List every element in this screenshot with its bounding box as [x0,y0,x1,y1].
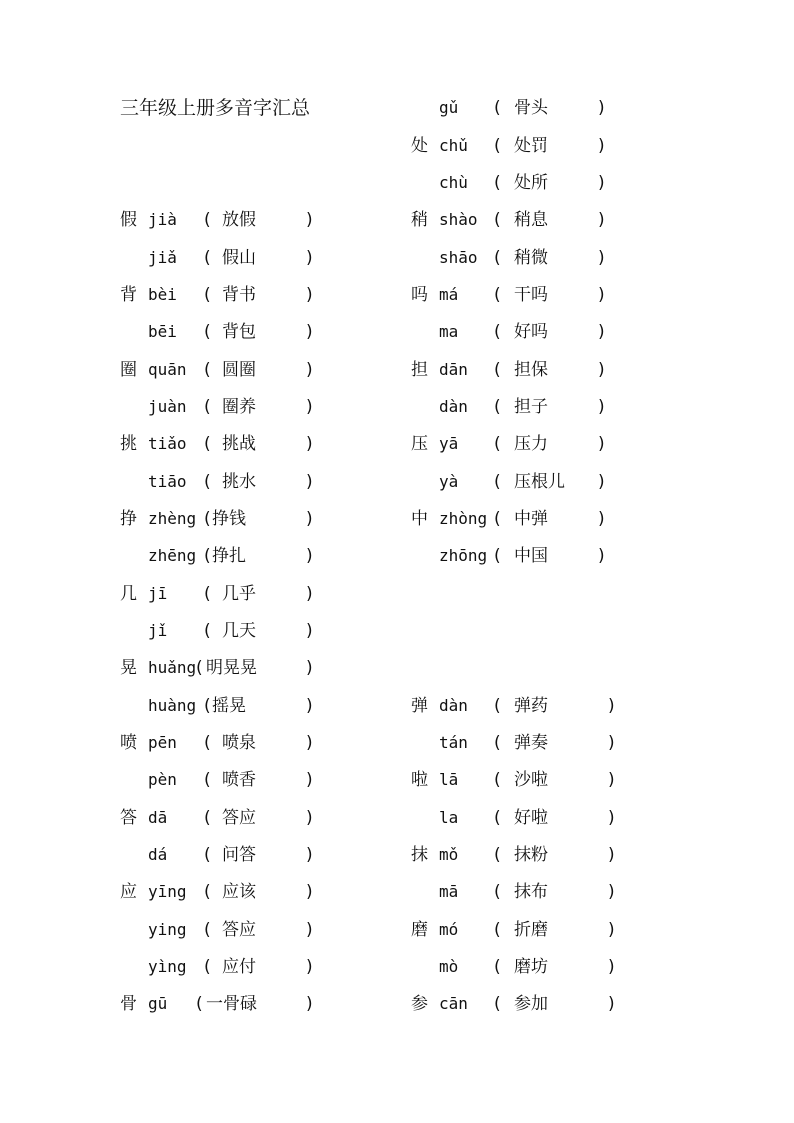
example-word: 挑战 [222,434,256,454]
example-word: 骨头 [514,98,548,118]
pinyin: jǐ [148,621,168,640]
pinyin: má [439,285,459,304]
pinyin: pēn [148,733,177,752]
example-word: 中弹 [514,509,548,529]
open-paren: ( [204,434,211,454]
hanzi: 磨 [411,920,428,940]
hanzi: 担 [411,360,428,380]
close-paren: ) [306,434,313,454]
close-paren: ) [306,546,313,566]
example-word: 一骨碌 [206,994,257,1014]
pinyin: huàng [148,696,197,715]
open-paren: ( [204,584,211,604]
pinyin: shāo [439,248,478,267]
open-paren: ( [204,733,211,753]
close-paren: ) [598,397,605,417]
hanzi: 背 [120,285,137,305]
open-paren: ( [494,285,501,305]
example-word: 中国 [514,546,548,566]
open-paren: ( [494,472,501,492]
pinyin: zhòng [439,509,488,528]
pinyin: tiǎo [148,434,187,453]
close-paren: ) [306,248,313,268]
close-paren: ) [608,920,615,940]
example-word: 抹布 [514,882,548,902]
hanzi: 应 [120,882,137,902]
example-word: 稍微 [514,248,548,268]
hanzi: 吗 [411,285,428,305]
open-paren: ( [204,845,211,865]
hanzi: 稍 [411,210,428,230]
example-word: 抹粉 [514,845,548,865]
hanzi: 晃 [120,658,137,678]
close-paren: ) [598,509,605,529]
pinyin: jiǎ [148,248,177,267]
open-paren: ( [204,322,211,342]
example-word: 折磨 [514,920,548,940]
open-paren: ( [494,173,501,193]
example-word: 几乎 [222,584,256,604]
close-paren: ) [306,994,313,1014]
pinyin: zhōng [439,546,488,565]
close-paren: ) [306,584,313,604]
open-paren: ( [494,733,501,753]
pinyin: ma [439,322,459,341]
close-paren: ) [608,770,615,790]
close-paren: ) [598,546,605,566]
close-paren: ) [306,920,313,940]
hanzi: 答 [120,808,137,828]
pinyin: huǎng [148,658,197,677]
close-paren: ) [598,98,605,118]
open-paren: ( [494,920,501,940]
hanzi: 挣 [120,509,137,529]
pinyin: mò [439,957,459,976]
pinyin: jià [148,210,177,229]
pinyin: mó [439,920,459,939]
open-paren: ( [204,285,211,305]
open-paren: ( [494,322,501,342]
close-paren: ) [306,397,313,417]
pinyin: cān [439,994,468,1013]
pinyin: juàn [148,397,187,416]
pinyin: shào [439,210,478,229]
open-paren: ( [494,434,501,454]
close-paren: ) [306,882,313,902]
open-paren: ( [204,808,211,828]
example-word: 好啦 [514,808,548,828]
example-word: 应该 [222,882,256,902]
pinyin: dàn [439,696,468,715]
example-word: 几天 [222,621,256,641]
close-paren: ) [608,994,615,1014]
close-paren: ) [598,434,605,454]
open-paren: ( [196,994,203,1014]
example-word: 沙啦 [514,770,548,790]
example-word: 喷泉 [222,733,256,753]
pinyin: lā [439,770,459,789]
open-paren: ( [494,98,501,118]
example-word: 担子 [514,397,548,417]
close-paren: ) [608,957,615,977]
open-paren: ( [494,248,501,268]
example-word: 问答 [222,845,256,865]
hanzi: 圈 [120,360,137,380]
pinyin: bèi [148,285,177,304]
pinyin: bēi [148,322,177,341]
example-word: 弹奏 [514,733,548,753]
open-paren: ( [204,248,211,268]
close-paren: ) [306,621,313,641]
open-paren: ( [494,696,501,716]
hanzi: 中 [411,509,428,529]
open-paren: ( [494,360,501,380]
open-paren: ( [494,808,501,828]
example-word: 应付 [222,957,256,977]
example-word: 好吗 [514,322,548,342]
hanzi: 处 [411,136,428,156]
example-word: 答应 [222,920,256,940]
close-paren: ) [306,360,313,380]
open-paren: ( [196,658,203,678]
open-paren: ( [204,696,211,716]
hanzi: 参 [411,994,428,1014]
example-word: 挣扎 [212,546,246,566]
open-paren: ( [494,994,501,1014]
close-paren: ) [306,733,313,753]
pinyin: zhèng [148,509,197,528]
pinyin: dā [148,808,168,827]
open-paren: ( [204,509,211,529]
close-paren: ) [306,957,313,977]
example-word: 担保 [514,360,548,380]
open-paren: ( [494,845,501,865]
open-paren: ( [204,920,211,940]
open-paren: ( [204,360,211,380]
example-word: 挑水 [222,472,256,492]
close-paren: ) [608,696,615,716]
open-paren: ( [204,957,211,977]
pinyin: yà [439,472,459,491]
example-word: 明晃晃 [206,658,257,678]
pinyin: dān [439,360,468,379]
pinyin: gǔ [439,98,459,117]
pinyin: tiāo [148,472,187,491]
pinyin: gū [148,994,168,1013]
hanzi: 骨 [120,994,137,1014]
pinyin: zhēng [148,546,197,565]
example-word: 处所 [514,173,548,193]
pinyin: chù [439,173,468,192]
hanzi: 压 [411,434,428,454]
open-paren: ( [204,770,211,790]
open-paren: ( [204,397,211,417]
example-word: 磨坊 [514,957,548,977]
pinyin: la [439,808,459,827]
hanzi: 抹 [411,845,428,865]
pinyin: yā [439,434,459,453]
pinyin: dá [148,845,168,864]
example-word: 圆圈 [222,360,256,380]
hanzi: 喷 [120,733,137,753]
close-paren: ) [608,733,615,753]
close-paren: ) [598,285,605,305]
open-paren: ( [494,509,501,529]
open-paren: ( [204,882,211,902]
open-paren: ( [494,957,501,977]
page-title: 三年级上册多音字汇总 [120,97,311,119]
example-word: 假山 [222,248,256,268]
pinyin: yìng [148,957,187,976]
open-paren: ( [494,546,501,566]
close-paren: ) [598,472,605,492]
open-paren: ( [204,210,211,230]
pinyin: ying [148,920,187,939]
open-paren: ( [494,210,501,230]
example-word: 圈养 [222,397,256,417]
close-paren: ) [608,882,615,902]
example-word: 压力 [514,434,548,454]
example-word: 背书 [222,285,256,305]
close-paren: ) [306,322,313,342]
hanzi: 弹 [411,696,428,716]
example-word: 参加 [514,994,548,1014]
pinyin: quān [148,360,187,379]
close-paren: ) [306,696,313,716]
example-word: 干吗 [514,285,548,305]
close-paren: ) [306,285,313,305]
open-paren: ( [494,882,501,902]
close-paren: ) [598,360,605,380]
pinyin: tán [439,733,468,752]
open-paren: ( [204,546,211,566]
hanzi: 挑 [120,434,137,454]
pinyin: yīng [148,882,187,901]
hanzi: 啦 [411,770,428,790]
close-paren: ) [598,322,605,342]
close-paren: ) [598,210,605,230]
open-paren: ( [204,621,211,641]
close-paren: ) [598,248,605,268]
example-word: 摇晃 [212,696,246,716]
close-paren: ) [598,173,605,193]
open-paren: ( [494,770,501,790]
close-paren: ) [598,136,605,156]
open-paren: ( [494,136,501,156]
open-paren: ( [494,397,501,417]
example-word: 放假 [222,210,256,230]
pinyin: dàn [439,397,468,416]
pinyin: mā [439,882,459,901]
example-word: 答应 [222,808,256,828]
pinyin: chǔ [439,136,468,155]
close-paren: ) [306,658,313,678]
example-word: 挣钱 [212,509,246,529]
example-word: 稍息 [514,210,548,230]
open-paren: ( [204,472,211,492]
pinyin: jī [148,584,168,603]
hanzi: 假 [120,210,137,230]
close-paren: ) [306,845,313,865]
example-word: 处罚 [514,136,548,156]
close-paren: ) [608,808,615,828]
close-paren: ) [306,770,313,790]
close-paren: ) [306,472,313,492]
close-paren: ) [306,808,313,828]
pinyin: pèn [148,770,177,789]
close-paren: ) [306,210,313,230]
close-paren: ) [608,845,615,865]
example-word: 压根儿 [514,472,565,492]
pinyin: mǒ [439,845,459,864]
example-word: 弹药 [514,696,548,716]
hanzi: 几 [120,584,137,604]
example-word: 背包 [222,322,256,342]
close-paren: ) [306,509,313,529]
example-word: 喷香 [222,770,256,790]
